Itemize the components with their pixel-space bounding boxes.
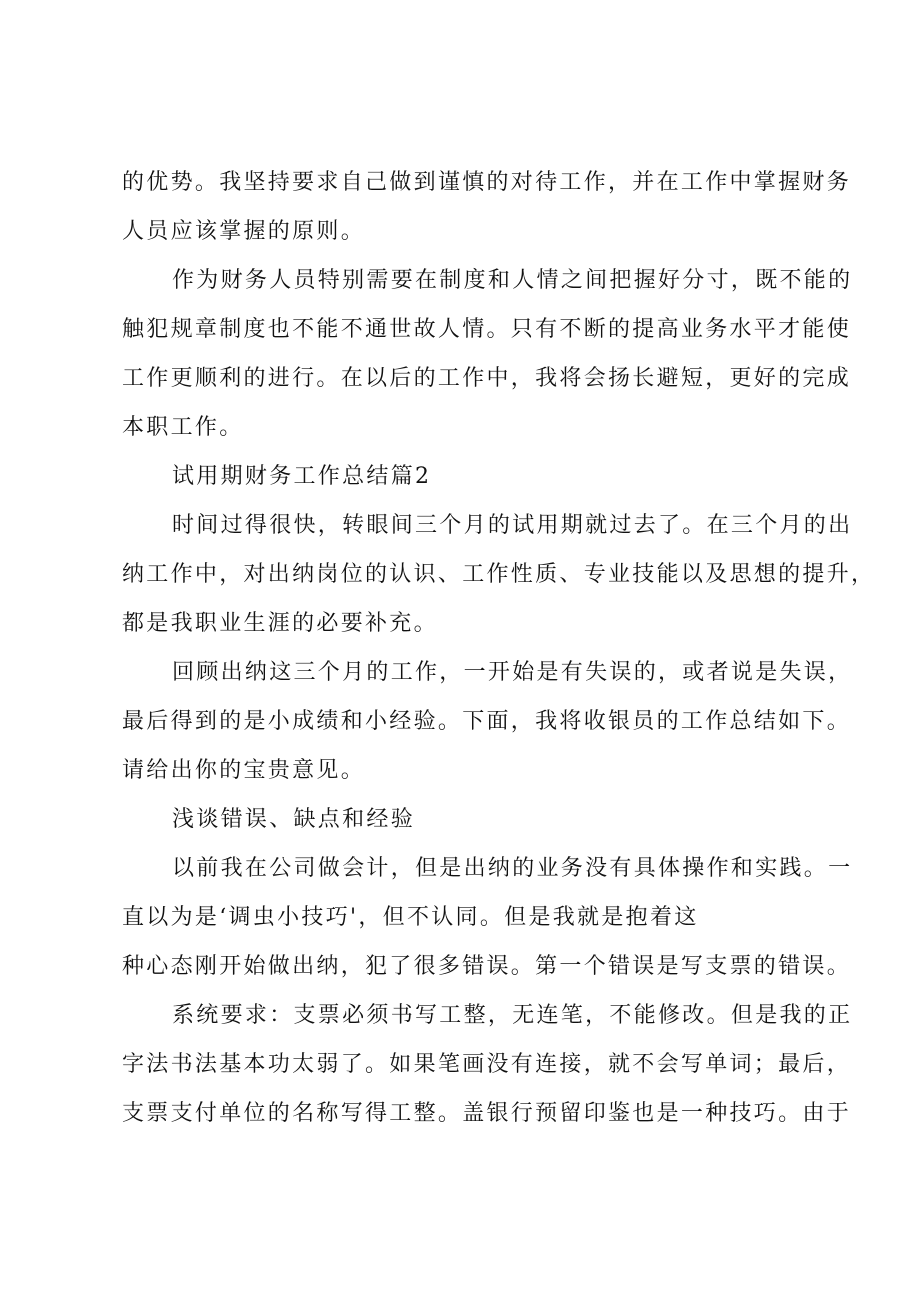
paragraph-line: 种心态刚开始做出纳，犯了很多错误。第一个错误是写支票的错误。 bbox=[122, 954, 852, 979]
paragraph-line: 回顾出纳这三个月的工作，一开始是有失误的，或者说是失误， bbox=[172, 660, 853, 685]
section-heading: 浅谈错误、缺点和经验 bbox=[172, 807, 416, 832]
paragraph-line: 请给出你的宝贵意见。 bbox=[122, 758, 366, 783]
paragraph-line: 最后得到的是小成绩和小经验。下面，我将收银员的工作总结如下。 bbox=[122, 709, 852, 734]
paragraph-line: 本职工作。 bbox=[122, 415, 244, 440]
paragraph-line: 触犯规章制度也不能不通世故人情。只有不断的提高业务水平才能使 bbox=[122, 317, 852, 342]
paragraph-line: 字法书法基本功太弱了。如果笔画没有连接，就不会写单词；最后， bbox=[122, 1052, 852, 1077]
paragraph-line: 纳工作中，对出纳岗位的认识、工作性质、专业技能以及思想的提升， bbox=[122, 562, 876, 587]
section-heading: 试用期财务工作总结篇2 bbox=[172, 464, 432, 489]
paragraph-line: 直以为是‘调虫小技巧'，但不认同。但是我就是抱着这 bbox=[122, 905, 699, 930]
paragraph-line: 支票支付单位的名称写得工整。盖银行预留印鉴也是一种技巧。由于 bbox=[122, 1101, 852, 1126]
paragraph-line: 的优势。我坚持要求自己做到谨慎的对待工作，并在工作中掌握财务 bbox=[122, 170, 852, 195]
paragraph-line: 时间过得很快，转眼间三个月的试用期就过去了。在三个月的出 bbox=[172, 513, 853, 538]
paragraph-line: 以前我在公司做会计，但是出纳的业务没有具体操作和实践。一 bbox=[172, 856, 853, 881]
paragraph-line: 工作更顺利的进行。在以后的工作中，我将会扬长避短，更好的完成 bbox=[122, 366, 852, 391]
paragraph-line: 系统要求：支票必须书写工整，无连笔，不能修改。但是我的正 bbox=[172, 1003, 853, 1028]
paragraph-line: 作为财务人员特别需要在制度和人情之间把握好分寸，既不能的 bbox=[172, 268, 853, 293]
paragraph-line: 人员应该掌握的原则。 bbox=[122, 219, 366, 244]
paragraph-line: 都是我职业生涯的必要补充。 bbox=[122, 611, 438, 636]
